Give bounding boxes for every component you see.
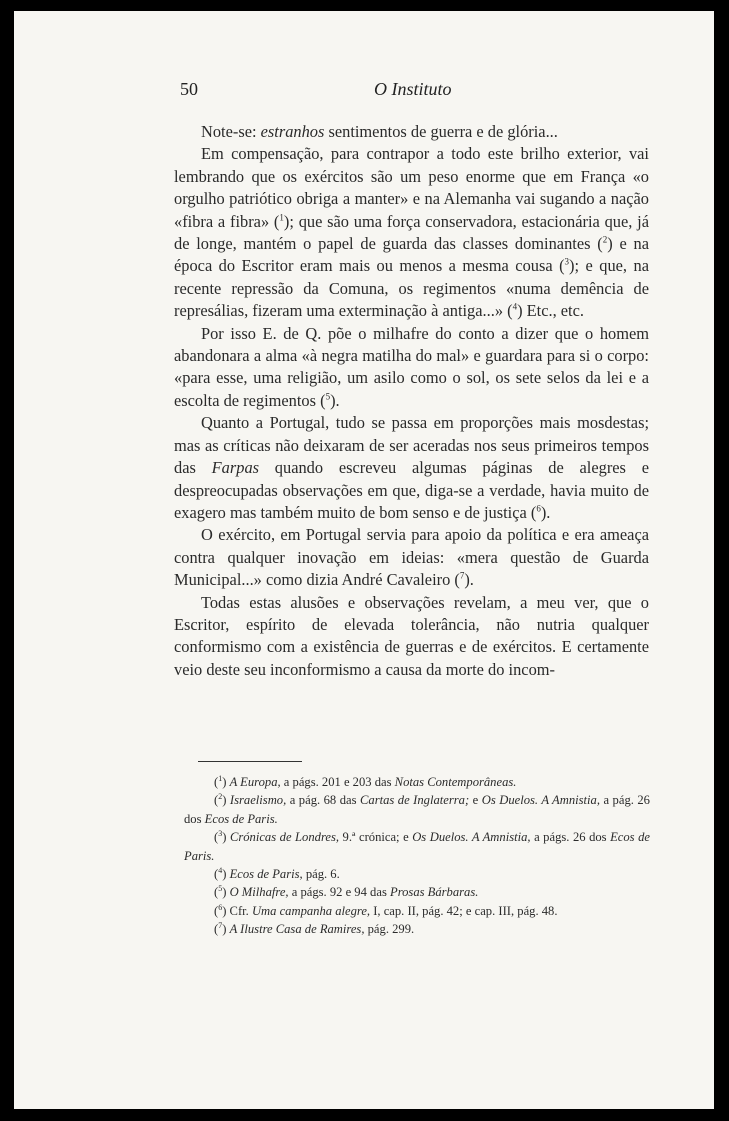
text-run: a págs. 201 e 203 das bbox=[280, 775, 395, 789]
footnote-ref: 6 bbox=[536, 503, 541, 514]
footnote-mark: ($^4$) bbox=[214, 865, 227, 882]
page-number: 50 bbox=[180, 79, 198, 99]
footnote-ref: 4 bbox=[512, 301, 518, 312]
text-run: a pág. 26 dos bbox=[184, 793, 650, 826]
italic-run: O Milhafre, bbox=[229, 885, 289, 900]
text-run: ). bbox=[464, 570, 474, 590]
text-run: ); que são uma força conservadora, estacionária que, já de longe, mantém o papel de guarda das classes dominantes ( bbox=[174, 211, 649, 254]
text-run: Todas estas alusões e observações revelam, a meu ver, que o Escritor, espírito de elevada tolerância, não nutria qualquer conformismo com a existência de guerras e de exércitos. E certamente veio deste seu inconformismo a causa da morte do incom- bbox=[174, 592, 649, 679]
text-run: a págs. 26 dos bbox=[530, 830, 611, 845]
text-run: ). bbox=[330, 390, 340, 410]
footnote-mark: ($^1$) bbox=[214, 773, 227, 789]
paragraph-1 bbox=[174, 121, 649, 143]
footnote-ref: 2 bbox=[602, 234, 608, 245]
italic-run: Farpas bbox=[211, 458, 260, 478]
footnote-6 bbox=[184, 902, 650, 920]
italic-run: Crónicas de Londres, bbox=[229, 830, 340, 845]
text-run: a págs. 92 e 94 das bbox=[288, 885, 390, 900]
footnote-ref: 1 bbox=[279, 212, 284, 223]
italic-run: Os Duelos. A Amnistia, bbox=[412, 830, 531, 845]
footnote-divider bbox=[198, 761, 302, 762]
footnote-ref: 7 bbox=[459, 570, 465, 581]
italic-run: Cartas de Inglaterra; bbox=[360, 793, 470, 808]
italic-run: Prosas Bárbaras. bbox=[390, 885, 479, 900]
footnote-2 bbox=[184, 791, 650, 828]
text-run: pág. 6. bbox=[302, 867, 340, 882]
paragraph-6 bbox=[174, 592, 649, 682]
italic-run: Notas Contemporâneas. bbox=[394, 775, 517, 789]
text-run: Note-se: bbox=[201, 122, 261, 141]
footnote-7 bbox=[184, 920, 650, 938]
italic-run: A Europa, bbox=[229, 775, 281, 789]
paragraph-2 bbox=[174, 143, 649, 322]
footnote-ref: 3 bbox=[564, 256, 570, 267]
paragraph-5 bbox=[174, 524, 649, 591]
footnote-1 bbox=[184, 773, 650, 791]
italic-run: Ecos de Paris, bbox=[229, 867, 303, 882]
paragraph-3 bbox=[174, 323, 649, 413]
text-run: ); e que, na recente repressão da Comuna, os regimentos «numa demência de represálias, fizeram uma exterminação à antiga...» ( bbox=[174, 256, 649, 321]
text-run: Por isso E. de Q. põe o milhafre do conto a dizer que o homem abandonara a alma «à negra matilha do mal» e guardara para si o corpo: «para esse, uma religião, um asilo como o sol, os sete selos da lei e a escolta de regimentos ( bbox=[174, 323, 649, 410]
italic-run: Israelismo, bbox=[229, 793, 287, 808]
footnote-ref: 5 bbox=[325, 391, 331, 402]
italic-run: Uma campanha alegre, bbox=[251, 903, 371, 918]
footnote-4 bbox=[184, 865, 650, 883]
footnote-mark: ($^5$) bbox=[214, 884, 227, 900]
footnote-mark: ($^2$) bbox=[214, 792, 227, 808]
running-title: O Instituto bbox=[374, 79, 452, 99]
body-text bbox=[174, 121, 649, 681]
text-run: e bbox=[469, 793, 482, 808]
italic-run: estranhos bbox=[260, 122, 325, 141]
footnote-5 bbox=[184, 883, 650, 901]
text-run: 9.ª crónica; e bbox=[339, 830, 413, 845]
text-run: a pág. 68 das bbox=[286, 793, 361, 808]
footnotes bbox=[184, 773, 650, 939]
text-run: Quanto a Portugal, tudo se passa em proporções mais mosdestas; mas as críticas não deixaram de ser aceradas nos seus primeiros tempos das bbox=[174, 413, 649, 478]
footnote-mark: ($^3$) bbox=[214, 829, 227, 845]
text-run: ) Etc., etc. bbox=[517, 301, 584, 321]
footnote-3 bbox=[184, 828, 650, 865]
text-run: Em compensação, para contrapor a todo este brilho exterior, vai lembrando que os exércitos são um peso enorme que em França «o orgulho patriótico obriga a manter» e na Alemanha vai sugando a nação «fibra a fibra» ( bbox=[174, 144, 649, 231]
page-header bbox=[180, 79, 504, 101]
text-run: I, cap. II, pág. 42; e cap. III, pág. 48. bbox=[370, 903, 558, 918]
italic-run: A Ilustre Casa de Ramires, bbox=[229, 922, 365, 937]
footnote-mark: ($^7$) bbox=[214, 921, 227, 937]
italic-run: Os Duelos. A Amnistia, bbox=[481, 793, 600, 808]
book-page bbox=[14, 11, 714, 1109]
footnote-mark: ($^6$) bbox=[214, 902, 227, 918]
italic-run: Ecos de Paris. bbox=[204, 811, 278, 826]
text-run: ). bbox=[540, 502, 551, 522]
text-run: pág. 299. bbox=[364, 922, 415, 937]
italic-run: Ecos de Paris. bbox=[184, 830, 650, 863]
paragraph-4 bbox=[174, 412, 649, 524]
text-run: sentimentos de guerra e de glória... bbox=[324, 122, 558, 141]
text-run: ) e na época do Escritor eram mais ou menos a mesma cousa ( bbox=[174, 234, 649, 276]
text-run: O exército, em Portugal servia para apoio da política e era ameaça contra qualquer inovação em ideias: «mera questão de Guarda Municipal...» como dizia André Cavaleiro ( bbox=[174, 525, 649, 590]
text-run: quando escreveu algumas páginas de alegres e despreocupadas observações em que, diga-se a verdade, havia muito de exagero mas também muito de bom senso e de justiça ( bbox=[174, 458, 650, 522]
text-run: Cfr. bbox=[226, 903, 252, 918]
